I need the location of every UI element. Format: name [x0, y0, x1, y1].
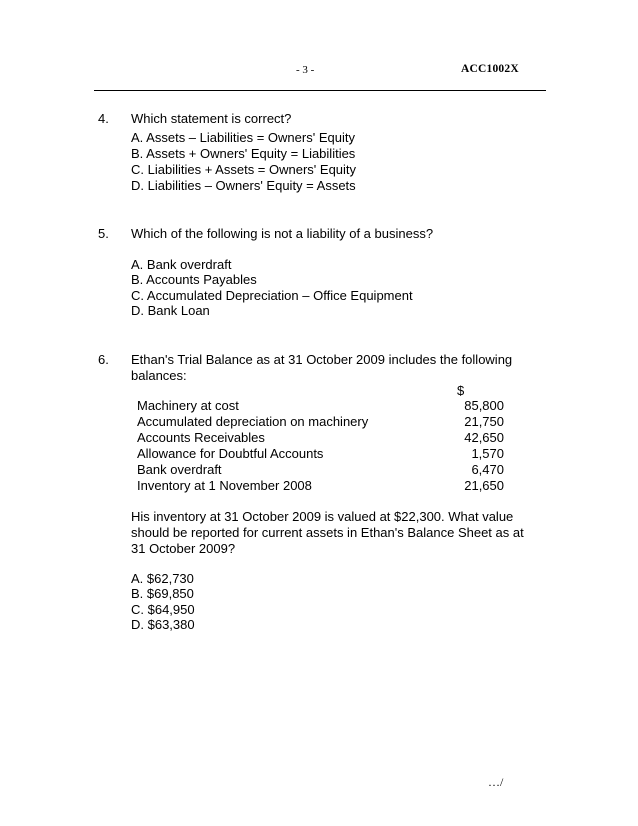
- question-6-option-a: A. $62,730: [131, 571, 194, 586]
- balance-amount: 21,650: [464, 478, 504, 493]
- question-5-option-b: B. Accounts Payables: [131, 272, 257, 287]
- balance-amount: 42,650: [464, 430, 504, 445]
- question-4-option-a: A. Assets – Liabilities = Owners' Equity: [131, 130, 355, 145]
- balance-amount: 85,800: [464, 398, 504, 413]
- balance-label: Bank overdraft: [137, 462, 222, 477]
- balance-amount: 21,750: [464, 414, 504, 429]
- balance-label: Allowance for Doubtful Accounts: [137, 446, 324, 461]
- question-5-text: Which of the following is not a liability of a business?: [131, 226, 434, 241]
- question-4-number: 4.: [98, 111, 109, 126]
- balance-label: Machinery at cost: [137, 398, 239, 413]
- question-4-option-b: B. Assets + Owners' Equity = Liabilities: [131, 146, 356, 161]
- question-6-text-line-1: Ethan's Trial Balance as at 31 October 2009 includes the following: [131, 352, 513, 367]
- balance-label: Inventory at 1 November 2008: [137, 478, 312, 493]
- question-6-prompt-line-1: His inventory at 31 October 2009 is valued at $22,300. What value: [131, 509, 514, 524]
- question-6-option-c: C. $64,950: [131, 602, 195, 617]
- question-4-text: Which statement is correct?: [131, 111, 292, 126]
- question-5-option-c: C. Accumulated Depreciation – Office Equipment: [131, 288, 413, 303]
- question-4-option-d: D. Liabilities – Owners' Equity = Assets: [131, 178, 356, 193]
- balance-amount: 1,570: [471, 446, 504, 461]
- balance-label: Accounts Receivables: [137, 430, 265, 445]
- balance-currency-header: $: [457, 383, 465, 398]
- question-6-text-line-2: balances:: [131, 368, 187, 383]
- question-6-number: 6.: [98, 352, 109, 367]
- question-6-option-d: D. $63,380: [131, 617, 195, 632]
- course-code: ACC1002X: [461, 63, 519, 75]
- header-divider: [94, 90, 546, 91]
- question-5-option-a: A. Bank overdraft: [131, 257, 232, 272]
- continuation-marker: …/: [488, 775, 504, 789]
- question-6-option-b: B. $69,850: [131, 586, 194, 601]
- page-number: - 3 -: [296, 64, 315, 76]
- question-5-number: 5.: [98, 226, 109, 241]
- question-4-option-c: C. Liabilities + Assets = Owners' Equity: [131, 162, 357, 177]
- question-5-option-d: D. Bank Loan: [131, 303, 210, 318]
- balance-label: Accumulated depreciation on machinery: [137, 414, 369, 429]
- question-6-prompt-line-3: 31 October 2009?: [131, 541, 236, 556]
- question-6-prompt-line-2: should be reported for current assets in Ethan's Balance Sheet as at: [131, 525, 524, 540]
- balance-amount: 6,470: [471, 462, 504, 477]
